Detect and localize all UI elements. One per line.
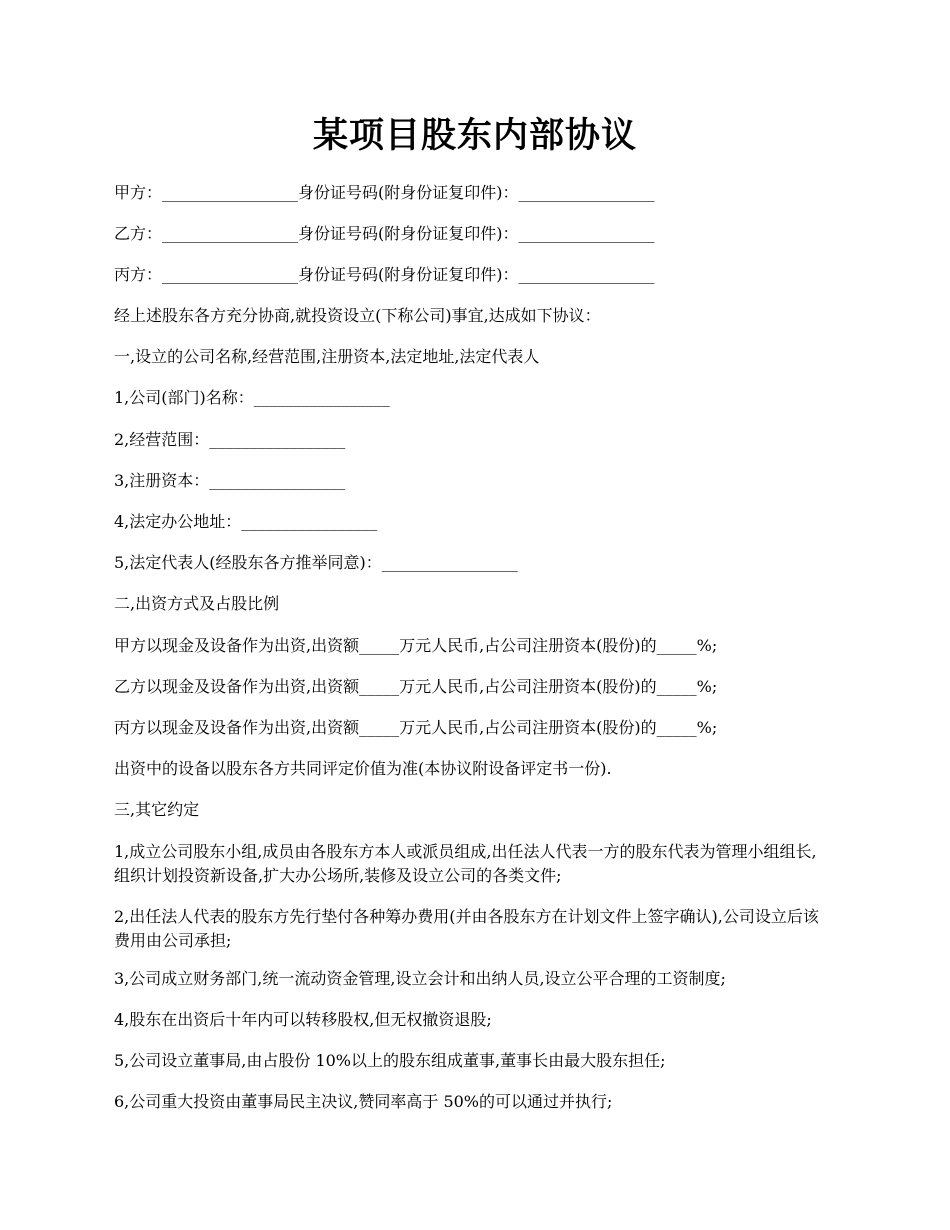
registered-capital-line: 3,注册资本：_________________ <box>114 471 346 490</box>
party-c-contribution: 丙方以现金及设备作为出资,出资额_____万元人民币,占公司注册资本(股份)的_____%; <box>114 718 718 737</box>
equipment-valuation-note: 出资中的设备以股东各方共同评定价值为准(本协议附设备评定书一份). <box>114 759 612 778</box>
intro-text: 经上述股东各方充分协商,就投资设立(下称公司)事宜,达成如下协议： <box>114 306 601 325</box>
document-title: 某项目股东内部协议 <box>312 115 637 156</box>
company-name-line: 1,公司(部门)名称：_________________ <box>114 388 390 407</box>
clause-3: 3,公司成立财务部门,统一流动资金管理,设立会计和出纳人员,设立公平合理的工资制度; <box>114 969 726 988</box>
party-b-line: 乙方：_________________身份证号码(附身份证复印件)：_________________ <box>114 224 655 243</box>
business-scope-line: 2,经营范围：_________________ <box>114 430 346 449</box>
party-a-contribution: 甲方以现金及设备作为出资,出资额_____万元人民币,占公司注册资本(股份)的_____%; <box>114 636 718 655</box>
section-1-heading: 一,设立的公司名称,经营范围,注册资本,法定地址,法定代表人 <box>114 347 540 366</box>
clause-5: 5,公司设立董事局,由占股份 10%以上的股东组成董事,董事长由最大股东担任; <box>114 1051 666 1070</box>
party-a-line: 甲方：_________________身份证号码(附身份证复印件)：_________________ <box>114 183 655 202</box>
section-2-heading: 二,出资方式及占股比例 <box>114 594 280 613</box>
section-3-heading: 三,其它约定 <box>114 800 200 819</box>
clause-6: 6,公司重大投资由董事局民主决议,赞同率高于 50%的可以通过并执行; <box>114 1092 613 1111</box>
party-b-contribution: 乙方以现金及设备作为出资,出资额_____万元人民币,占公司注册资本(股份)的_____%; <box>114 677 718 696</box>
legal-representative-line: 5,法定代表人(经股东各方推举同意)：_________________ <box>114 553 518 572</box>
clause-2: 2,出任法人代表的股东方先行垫付各种筹办费用(并由各股东方在计划文件上签字确认),公司设立后该费用由公司承担; <box>114 907 819 950</box>
clause-1: 1,成立公司股东小组,成员由各股东方本人或派员组成,出任法人代表一方的股东代表为管理小组组长,组织计划投资新设备,扩大办公场所,装修及设立公司的各类文件; <box>114 842 817 885</box>
party-c-line: 丙方：_________________身份证号码(附身份证复印件)：_________________ <box>114 265 655 284</box>
office-address-line: 4,法定办公地址：_________________ <box>114 512 378 531</box>
clause-4: 4,股东在出资后十年内可以转移股权,但无权撤资退股; <box>114 1010 492 1029</box>
